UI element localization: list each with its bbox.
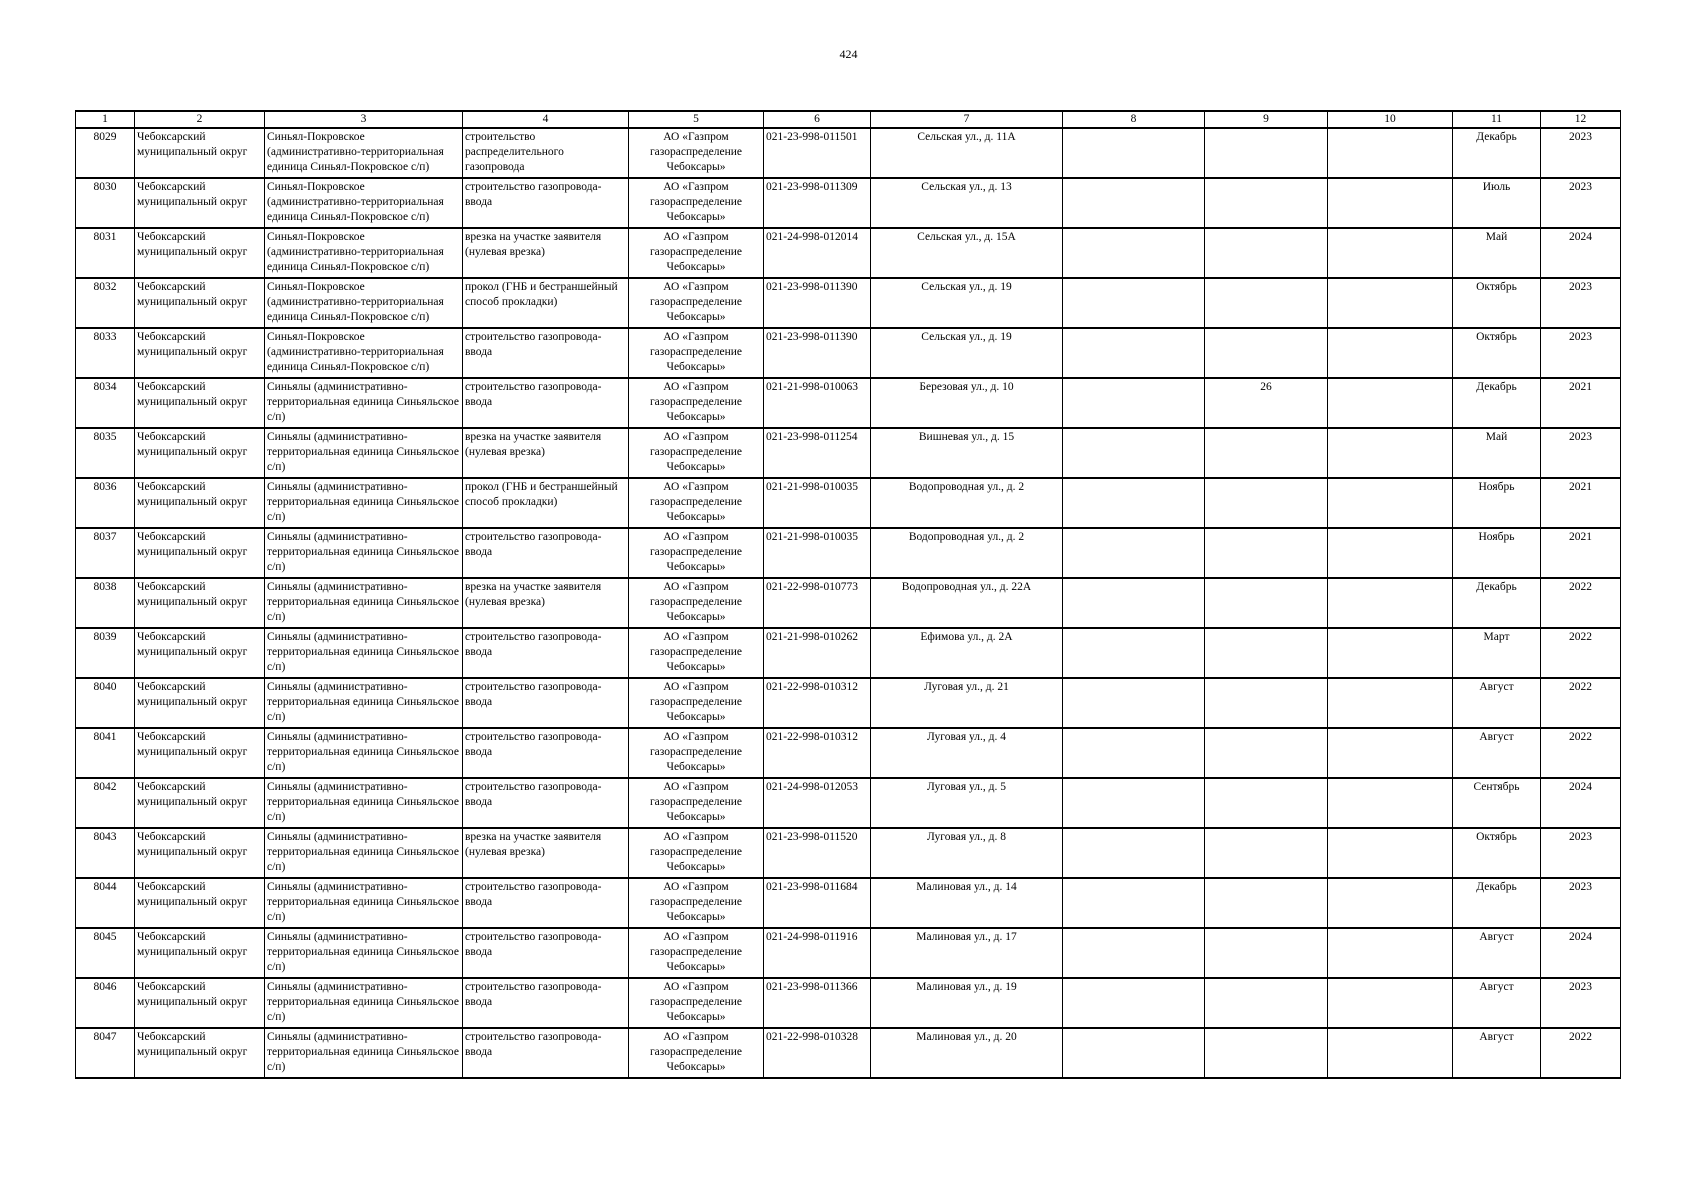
settlement-cell: Синьялы (административно-территориальная единица Синьяльское с/п) [265,828,463,878]
row-number: 8041 [76,728,135,778]
column-8-cell [1063,578,1205,628]
column-8-cell [1063,1028,1205,1078]
request-code-cell: 021-23-998-011390 [764,328,871,378]
column-10-cell [1328,728,1453,778]
row-number: 8033 [76,328,135,378]
request-code-cell: 021-24-998-011916 [764,928,871,978]
column-10-cell [1328,428,1453,478]
column-header: 12 [1541,111,1621,128]
column-8-cell [1063,628,1205,678]
table-row [76,478,1621,528]
column-header: 8 [1063,111,1205,128]
column-header: 3 [265,111,463,128]
request-code-cell: 021-21-998-010035 [764,528,871,578]
district-cell: Чебоксарский муниципальный округ [135,428,265,478]
table-row [76,828,1621,878]
district-cell: Чебоксарский муниципальный округ [135,278,265,328]
column-8-cell [1063,528,1205,578]
column-8-cell [1063,178,1205,228]
column-10-cell [1328,578,1453,628]
column-9-cell [1205,878,1328,928]
column-10-cell [1328,878,1453,928]
row-number: 8029 [76,128,135,178]
year-cell: 2023 [1541,878,1621,928]
row-number: 8043 [76,828,135,878]
column-10-cell [1328,128,1453,178]
column-8-cell [1063,328,1205,378]
settlement-cell: Синьялы (административно-территориальная единица Синьяльское с/п) [265,978,463,1028]
column-header: 2 [135,111,265,128]
district-cell: Чебоксарский муниципальный округ [135,328,265,378]
column-8-cell [1063,828,1205,878]
year-cell: 2021 [1541,378,1621,428]
year-cell: 2024 [1541,228,1621,278]
request-code-cell: 021-21-998-010063 [764,378,871,428]
table-row [76,778,1621,828]
column-10-cell [1328,178,1453,228]
month-cell: Декабрь [1453,878,1541,928]
table-row [76,278,1621,328]
column-8-cell [1063,428,1205,478]
register-body [76,128,1621,1078]
organization-cell: АО «Газпром газораспределение Чебоксары» [629,378,764,428]
column-9-cell [1205,478,1328,528]
column-10-cell [1328,228,1453,278]
organization-cell: АО «Газпром газораспределение Чебоксары» [629,328,764,378]
column-9-cell [1205,128,1328,178]
year-cell: 2022 [1541,678,1621,728]
column-10-cell [1328,778,1453,828]
row-number: 8037 [76,528,135,578]
column-8-cell [1063,278,1205,328]
column-header: 10 [1328,111,1453,128]
column-9-cell [1205,928,1328,978]
column-header: 6 [764,111,871,128]
month-cell: Октябрь [1453,278,1541,328]
address-cell: Сельская ул., д. 19 [871,328,1063,378]
organization-cell: АО «Газпром газораспределение Чебоксары» [629,228,764,278]
address-cell: Сельская ул., д. 19 [871,278,1063,328]
work-type-cell: врезка на участке заявителя (нулевая врезка) [463,578,629,628]
table-row [76,328,1621,378]
column-8-cell [1063,678,1205,728]
settlement-cell: Синьялы (административно-территориальная единица Синьяльское с/п) [265,928,463,978]
district-cell: Чебоксарский муниципальный округ [135,778,265,828]
district-cell: Чебоксарский муниципальный округ [135,178,265,228]
month-cell: Март [1453,628,1541,678]
settlement-cell: Синьял-Покровское (административно-территориальная единица Синьял-Покровское с/п) [265,228,463,278]
gasification-register-table [75,110,1621,1079]
column-10-cell [1328,528,1453,578]
column-8-cell [1063,378,1205,428]
row-number: 8040 [76,678,135,728]
year-cell: 2023 [1541,128,1621,178]
year-cell: 2023 [1541,978,1621,1028]
table-row [76,728,1621,778]
work-type-cell: строительство газопровода-ввода [463,328,629,378]
organization-cell: АО «Газпром газораспределение Чебоксары» [629,678,764,728]
district-cell: Чебоксарский муниципальный округ [135,678,265,728]
year-cell: 2024 [1541,928,1621,978]
month-cell: Декабрь [1453,578,1541,628]
column-header: 1 [76,111,135,128]
request-code-cell: 021-24-998-012053 [764,778,871,828]
work-type-cell: строительство газопровода-ввода [463,928,629,978]
address-cell: Малиновая ул., д. 14 [871,878,1063,928]
work-type-cell: строительство газопровода-ввода [463,678,629,728]
column-header: 4 [463,111,629,128]
request-code-cell: 021-23-998-011520 [764,828,871,878]
district-cell: Чебоксарский муниципальный округ [135,378,265,428]
settlement-cell: Синьялы (административно-территориальная единица Синьяльское с/п) [265,378,463,428]
row-number: 8046 [76,978,135,1028]
column-9-cell [1205,528,1328,578]
month-cell: Сентябрь [1453,778,1541,828]
year-cell: 2023 [1541,428,1621,478]
settlement-cell: Синьялы (административно-территориальная единица Синьяльское с/п) [265,628,463,678]
table-row [76,128,1621,178]
month-cell: Декабрь [1453,378,1541,428]
settlement-cell: Синьялы (административно-территориальная единица Синьяльское с/п) [265,678,463,728]
district-cell: Чебоксарский муниципальный округ [135,978,265,1028]
column-9-cell [1205,178,1328,228]
settlement-cell: Синьял-Покровское (административно-территориальная единица Синьял-Покровское с/п) [265,178,463,228]
settlement-cell: Синьял-Покровское (административно-территориальная единица Синьял-Покровское с/п) [265,278,463,328]
work-type-cell: строительство газопровода-ввода [463,778,629,828]
column-10-cell [1328,678,1453,728]
year-cell: 2021 [1541,528,1621,578]
work-type-cell: строительство газопровода-ввода [463,878,629,928]
row-number: 8032 [76,278,135,328]
request-code-cell: 021-21-998-010262 [764,628,871,678]
request-code-cell: 021-22-998-010328 [764,1028,871,1078]
month-cell: Август [1453,1028,1541,1078]
year-cell: 2023 [1541,828,1621,878]
district-cell: Чебоксарский муниципальный округ [135,1028,265,1078]
month-cell: Июль [1453,178,1541,228]
district-cell: Чебоксарский муниципальный округ [135,128,265,178]
month-cell: Октябрь [1453,328,1541,378]
work-type-cell: врезка на участке заявителя (нулевая врезка) [463,828,629,878]
address-cell: Луговая ул., д. 5 [871,778,1063,828]
year-cell: 2024 [1541,778,1621,828]
column-9-cell [1205,578,1328,628]
settlement-cell: Синьялы (административно-территориальная единица Синьяльское с/п) [265,528,463,578]
column-10-cell [1328,628,1453,678]
district-cell: Чебоксарский муниципальный округ [135,828,265,878]
request-code-cell: 021-22-998-010773 [764,578,871,628]
request-code-cell: 021-23-998-011309 [764,178,871,228]
table-row [76,428,1621,478]
month-cell: Ноябрь [1453,528,1541,578]
organization-cell: АО «Газпром газораспределение Чебоксары» [629,528,764,578]
month-cell: Август [1453,678,1541,728]
column-10-cell [1328,1028,1453,1078]
column-8-cell [1063,928,1205,978]
month-cell: Август [1453,728,1541,778]
table-row [76,878,1621,928]
column-10-cell [1328,828,1453,878]
column-9-cell [1205,678,1328,728]
district-cell: Чебоксарский муниципальный округ [135,578,265,628]
table-row [76,178,1621,228]
column-header: 5 [629,111,764,128]
organization-cell: АО «Газпром газораспределение Чебоксары» [629,478,764,528]
column-header: 9 [1205,111,1328,128]
row-number: 8035 [76,428,135,478]
address-cell: Сельская ул., д. 13 [871,178,1063,228]
district-cell: Чебоксарский муниципальный округ [135,628,265,678]
year-cell: 2022 [1541,728,1621,778]
settlement-cell: Синьял-Покровское (административно-территориальная единица Синьял-Покровское с/п) [265,328,463,378]
work-type-cell: прокол (ГНБ и бестраншейный способ прокладки) [463,278,629,328]
row-number: 8045 [76,928,135,978]
column-header: 7 [871,111,1063,128]
column-9-cell [1205,978,1328,1028]
table-row [76,378,1621,428]
month-cell: Май [1453,228,1541,278]
district-cell: Чебоксарский муниципальный округ [135,728,265,778]
organization-cell: АО «Газпром газораспределение Чебоксары» [629,778,764,828]
row-number: 8034 [76,378,135,428]
address-cell: Луговая ул., д. 4 [871,728,1063,778]
month-cell: Август [1453,928,1541,978]
work-type-cell: врезка на участке заявителя (нулевая врезка) [463,228,629,278]
address-cell: Малиновая ул., д. 20 [871,1028,1063,1078]
address-cell: Сельская ул., д. 15А [871,228,1063,278]
year-cell: 2022 [1541,578,1621,628]
column-8-cell [1063,878,1205,928]
column-8-cell [1063,228,1205,278]
settlement-cell: Синьял-Покровское (административно-территориальная единица Синьял-Покровское с/п) [265,128,463,178]
month-cell: Декабрь [1453,128,1541,178]
request-code-cell: 021-22-998-010312 [764,678,871,728]
district-cell: Чебоксарский муниципальный округ [135,878,265,928]
work-type-cell: строительство газопровода-ввода [463,178,629,228]
address-cell: Березовая ул., д. 10 [871,378,1063,428]
year-cell: 2022 [1541,628,1621,678]
column-9-cell [1205,628,1328,678]
column-10-cell [1328,328,1453,378]
row-number: 8036 [76,478,135,528]
column-9-cell [1205,828,1328,878]
organization-cell: АО «Газпром газораспределение Чебоксары» [629,728,764,778]
settlement-cell: Синьялы (административно-территориальная единица Синьяльское с/п) [265,578,463,628]
organization-cell: АО «Газпром газораспределение Чебоксары» [629,128,764,178]
year-cell: 2021 [1541,478,1621,528]
year-cell: 2023 [1541,178,1621,228]
column-header: 11 [1453,111,1541,128]
row-number: 8038 [76,578,135,628]
month-cell: Октябрь [1453,828,1541,878]
column-10-cell [1328,278,1453,328]
row-number: 8030 [76,178,135,228]
row-number: 8042 [76,778,135,828]
address-cell: Водопроводная ул., д. 2 [871,478,1063,528]
organization-cell: АО «Газпром газораспределение Чебоксары» [629,878,764,928]
column-8-cell [1063,978,1205,1028]
row-number: 8044 [76,878,135,928]
page-number: 424 [839,47,858,61]
district-cell: Чебоксарский муниципальный округ [135,528,265,578]
column-9-cell [1205,228,1328,278]
column-8-cell [1063,728,1205,778]
organization-cell: АО «Газпром газораспределение Чебоксары» [629,928,764,978]
address-cell: Водопроводная ул., д. 22А [871,578,1063,628]
table-row [76,578,1621,628]
settlement-cell: Синьялы (административно-территориальная единица Синьяльское с/п) [265,878,463,928]
work-type-cell: строительство газопровода-ввода [463,378,629,428]
column-8-cell [1063,778,1205,828]
work-type-cell: строительство газопровода-ввода [463,528,629,578]
table-row [76,628,1621,678]
row-number: 8047 [76,1028,135,1078]
table-row [76,1028,1621,1078]
table-row [76,928,1621,978]
settlement-cell: Синьялы (административно-территориальная единица Синьяльское с/п) [265,478,463,528]
district-cell: Чебоксарский муниципальный округ [135,228,265,278]
request-code-cell: 021-23-998-011684 [764,878,871,928]
row-number: 8039 [76,628,135,678]
column-9-cell [1205,428,1328,478]
address-cell: Вишневая ул., д. 15 [871,428,1063,478]
column-9-cell [1205,328,1328,378]
request-code-cell: 021-23-998-011501 [764,128,871,178]
year-cell: 2023 [1541,328,1621,378]
district-cell: Чебоксарский муниципальный округ [135,928,265,978]
work-type-cell: врезка на участке заявителя (нулевая врезка) [463,428,629,478]
address-cell: Сельская ул., д. 11А [871,128,1063,178]
settlement-cell: Синьялы (административно-территориальная единица Синьяльское с/п) [265,778,463,828]
table-row [76,528,1621,578]
request-code-cell: 021-24-998-012014 [764,228,871,278]
work-type-cell: прокол (ГНБ и бестраншейный способ прокладки) [463,478,629,528]
address-cell: Малиновая ул., д. 19 [871,978,1063,1028]
address-cell: Малиновая ул., д. 17 [871,928,1063,978]
organization-cell: АО «Газпром газораспределение Чебоксары» [629,628,764,678]
organization-cell: АО «Газпром газораспределение Чебоксары» [629,278,764,328]
column-10-cell [1328,978,1453,1028]
organization-cell: АО «Газпром газораспределение Чебоксары» [629,1028,764,1078]
work-type-cell: строительство газопровода-ввода [463,728,629,778]
address-cell: Ефимова ул., д. 2А [871,628,1063,678]
column-9-cell [1205,778,1328,828]
row-number: 8031 [76,228,135,278]
month-cell: Ноябрь [1453,478,1541,528]
column-9-cell [1205,278,1328,328]
work-type-cell: строительство газопровода-ввода [463,1028,629,1078]
month-cell: Май [1453,428,1541,478]
organization-cell: АО «Газпром газораспределение Чебоксары» [629,578,764,628]
year-cell: 2023 [1541,278,1621,328]
address-cell: Водопроводная ул., д. 2 [871,528,1063,578]
request-code-cell: 021-23-998-011390 [764,278,871,328]
column-10-cell [1328,928,1453,978]
address-cell: Луговая ул., д. 8 [871,828,1063,878]
column-10-cell [1328,378,1453,428]
request-code-cell: 021-23-998-011254 [764,428,871,478]
column-8-cell [1063,478,1205,528]
request-code-cell: 021-23-998-011366 [764,978,871,1028]
organization-cell: АО «Газпром газораспределение Чебоксары» [629,828,764,878]
work-type-cell: строительство газопровода-ввода [463,978,629,1028]
table-row [76,978,1621,1028]
settlement-cell: Синьялы (административно-территориальная единица Синьяльское с/п) [265,728,463,778]
month-cell: Август [1453,978,1541,1028]
settlement-cell: Синьялы (административно-территориальная единица Синьяльское с/п) [265,428,463,478]
request-code-cell: 021-21-998-010035 [764,478,871,528]
work-type-cell: строительство газопровода-ввода [463,628,629,678]
organization-cell: АО «Газпром газораспределение Чебоксары» [629,978,764,1028]
table-row [76,678,1621,728]
column-number-header-row [76,111,1621,128]
organization-cell: АО «Газпром газораспределение Чебоксары» [629,428,764,478]
address-cell: Луговая ул., д. 21 [871,678,1063,728]
column-9-cell [1205,728,1328,778]
year-cell: 2022 [1541,1028,1621,1078]
organization-cell: АО «Газпром газораспределение Чебоксары» [629,178,764,228]
column-10-cell [1328,478,1453,528]
request-code-cell: 021-22-998-010312 [764,728,871,778]
settlement-cell: Синьялы (административно-территориальная единица Синьяльское с/п) [265,1028,463,1078]
column-9-cell: 26 [1205,378,1328,428]
table-row [76,228,1621,278]
column-8-cell [1063,128,1205,178]
column-9-cell [1205,1028,1328,1078]
work-type-cell: строительство распределительного газопровода [463,128,629,178]
district-cell: Чебоксарский муниципальный округ [135,478,265,528]
